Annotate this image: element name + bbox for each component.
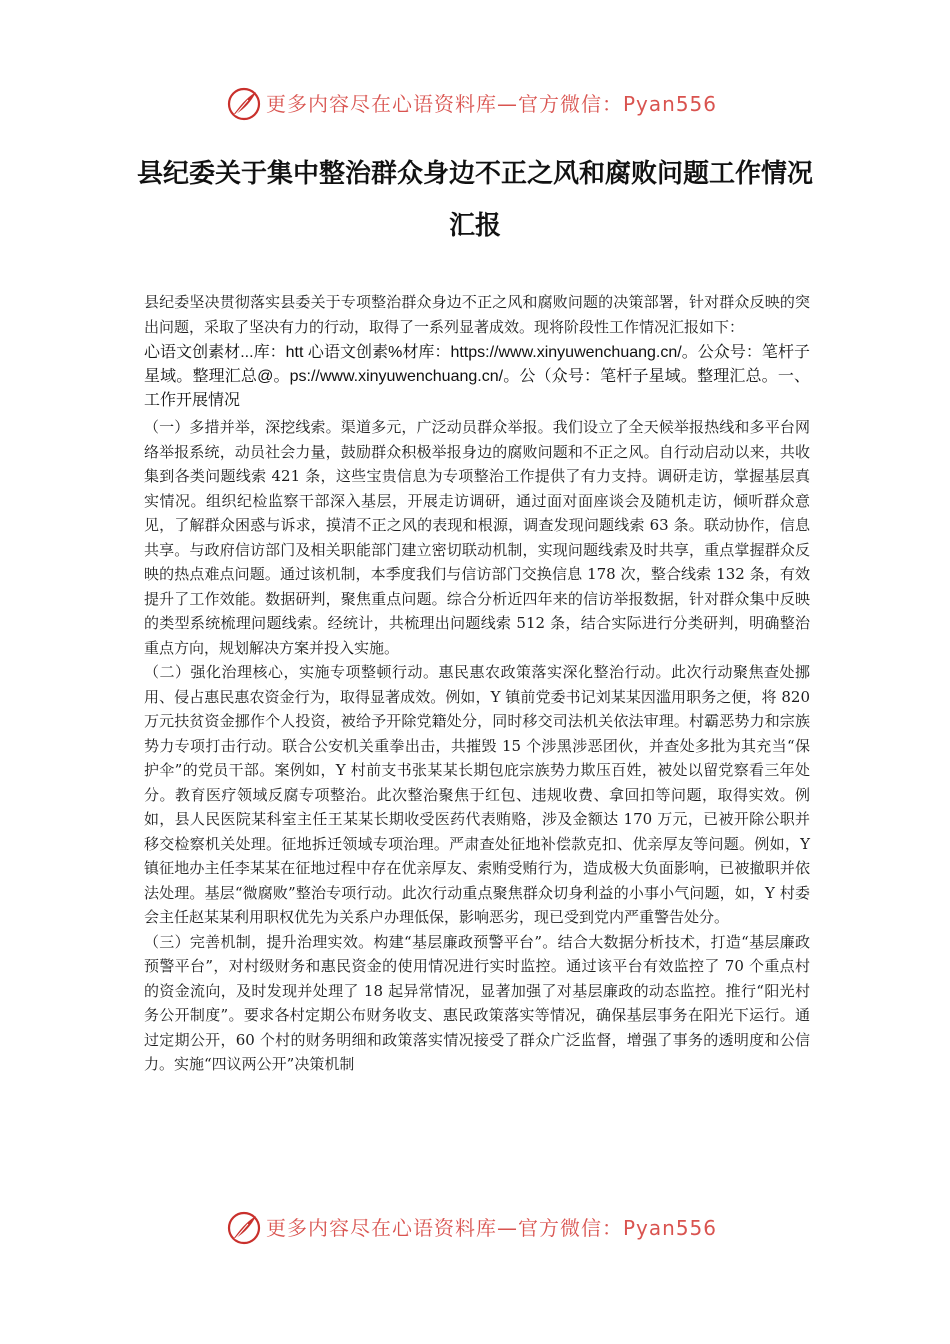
section-1-paragraph: （一）多措并举，深挖线索。渠道多元，广泛动员群众举报。我们设立了全天候举报热线和多平台网络举报系统，动员社会力量，鼓励群众积极举报身边的腐败问题和不正之风。自行动启动以来，共收集到各类问题线索 421 条，这些宝贵信息为专项整治工作提供了有力支持。调研走访，掌握基层真实情况。组织纪检监察干部深入基层，开展走访调研，通过面对面座谈会及随机走访，倾听群众意见，了解群众困惑与诉求，摸清不正之风的表现和根源，调查发现问题线索 63 条。联动协作，信息共享。与政府信访部门及相关职能部门建立密切联动机制，实现问题线索及时共享，重点掌握群众反映的热点难点问题。通过该机制，本季度我们与信访部门交换信息 178 次，整合线索 132 条，有效提升了工作效能。数据研判，聚焦重点问题。综合分析近四年来的信访举报数据，针对群众集中反映的类型系统梳理问题线索。经统计，共梳理出问题线索 512 条，结合实际进行分类研判，明确整治重点方向，规划解决方案并投入实施。: [144, 418, 810, 657]
banner-handle: Pyan556: [623, 1216, 718, 1240]
feather-logo-icon: [226, 86, 262, 122]
section-3-paragraph: （三）完善机制，提升治理实效。构建“基层廉政预警平台”。结合大数据分析技术，打造“基层廉政预警平台”，对村级财务和惠民资金的使用情况进行实时监控。通过该平台有效监控了 70 个重点村的资金流向，及时发现并处理了 18 起异常情况，显著加强了对基层廉政的动态监控。推行“阳光村务公开制度”。要求各村定期公布财务收支、惠民政策落实等情况，确保基层事务在阳光下运行。通过定期公开，60 个村的财务明细和政策落实情况接受了群众广泛监督，增强了事务的透明度和公信力。实施“四议两公开”决策机制: [144, 932, 810, 1073]
intro-paragraph: 县纪委坚决贯彻落实县委关于专项整治群众身边不正之风和腐败问题的决策部署，针对群众反映的突出问题，采取了坚决有力的行动，取得了一系列显著成效。现将阶段性工作情况汇报如下：: [144, 293, 810, 336]
header-banner: [0, 82, 950, 126]
promo-text: 心语文创素材...库：htt 心语文创素%材库：https://www.xinyuwenchuang.cn/。公众号：笔杆子星域。整理汇总@。ps://www.xinyuwenchuang.cn/。公（众号：笔杆子星域。整理汇总。一、工作开展情况: [144, 344, 810, 409]
feather-logo-icon: [226, 1210, 262, 1246]
banner-text: 更多内容尽在心语资料库—官方微信：: [266, 92, 623, 116]
section-2-paragraph: （二）强化治理核心，实施专项整顿行动。惠民惠农政策落实深化整治行动。此次行动聚焦查处挪用、侵占惠民惠农资金行为，取得显著成效。例如，Y 镇前党委书记刘某某因滥用职务之便，将 820 万元扶贫资金挪作个人投资，被给予开除党籍处分，同时移交司法机关依法审理。村霸恶势力和宗族势力专项打击行动。联合公安机关重拳出击，共摧毁 15 个涉黑涉恶团伙，并查处多批为其充当“保护伞”的党员干部。案例如，Y 村前支书张某某长期包庇宗族势力欺压百姓，被处以留党察看三年处分。教育医疗领域反腐专项整治。此次整治聚焦于红包、违规收费、拿回扣等问题，取得实效。例如，县人民医院某科室主任王某某长期收受医药代表贿赂，涉及金额达 170 万元，已被开除公职并移交检察机关处理。征地拆迁领域专项治理。严肃查处征地补偿款克扣、优亲厚友等问题。例如，Y 镇征地办主任李某某在征地过程中存在优亲厚友、索贿受贿行为，造成极大负面影响，已被撤职并依法处理。基层“微腐败”整治专项行动。此次行动重点聚焦群众切身利益的小事小气问题，如，Y 村委会主任赵某某利用职权优先为关系户办理低保，影响恶劣，现已受到党内严重警告处分。: [144, 663, 810, 926]
banner-text: 更多内容尽在心语资料库—官方微信：: [266, 1216, 623, 1240]
document-title: 县纪委关于集中整治群众身边不正之风和腐败问题工作情况汇报: [136, 159, 813, 241]
document-body: [144, 290, 810, 1077]
banner-handle: Pyan556: [623, 92, 718, 116]
footer-banner: [0, 1206, 950, 1250]
